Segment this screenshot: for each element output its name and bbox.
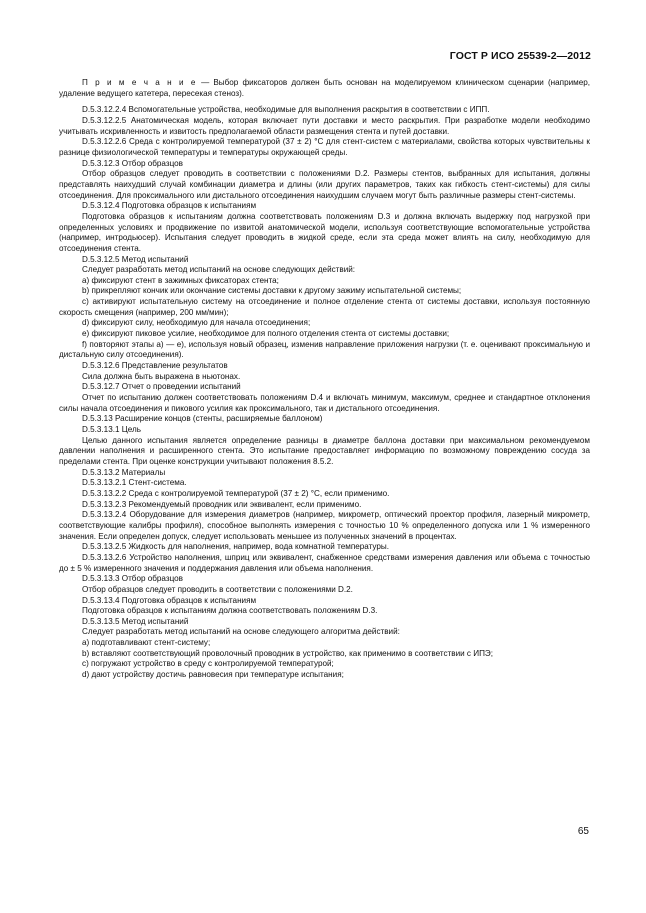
paragraph: Целью данного испытания является определение разницы в диаметре баллона доставки при максимальном рекомендуемом давлении наполнения и расширенного стента. Это испытание предоставляет информацию по возможному повреждению сосуда за пределами стента. При оценке конструкции учитывают положения 8.5.2.	[59, 435, 590, 466]
document-body	[59, 78, 590, 681]
list-item: e) фиксируют пиковое усилие, необходимое для полного отделения стента от системы доставки;	[82, 329, 450, 339]
note-text: — Выбор фиксаторов должен быть основан на моделируемом клиническом сценарии (например, удаление ведущего катетера, пересекая стеноз).	[59, 78, 591, 98]
section-heading: D.5.3.13.2 Материалы	[82, 467, 166, 477]
list-item: c) активируют испытательную систему на отсоединение и полное отделение стента от системы доставки, используя постоянную скорость смещения (например, 200 мм/мин);	[59, 297, 590, 317]
list-item: c) погружают устройство в среду с контролируемой температурой;	[82, 659, 334, 669]
list-item: b) прикрепляют кончик или окончание системы доставки к другому зажиму испытательной системы;	[82, 286, 462, 296]
paragraph: D.5.3.13.2.6 Устройство наполнения, шприц или эквивалент, снабженное средствами измерения давления или объема с точностью до ± 5 % измеренного значения и поддержания давления или объема наполнения.	[59, 552, 590, 573]
paragraph: D.5.3.13.2.1 Стент-система.	[82, 478, 187, 488]
paragraph: Отбор образцов следует проводить в соответствии с положениями D.2. Размеры стентов, выбранных для испытания, должны представлять наихудший случай комбинации диаметра и длины (или других параметров, таких как гибкость стент-системы) для силы отсоединения. Для проксимального или дистального отсоединения наихудшим случаем могут быть различные размеры стент-системы.	[59, 169, 590, 200]
paragraph: Следует разработать метод испытаний на основе следующих действий:	[82, 265, 356, 275]
paragraph: Следует разработать метод испытаний на основе следующего алгоритма действий:	[82, 627, 400, 637]
paragraph: Сила должна быть выражена в ньютонах.	[82, 371, 241, 381]
paragraph: D.5.3.13.2.5 Жидкость для наполнения, например, вода комнатной температуры.	[82, 542, 390, 552]
section-heading: D.5.3.13.1 Цель	[82, 425, 141, 434]
paragraph: D.5.3.12.2.5 Анатомическая модель, которая включает пути доставки и место раскрытия. При разработке модели необходимо учитывать искривленность и извитость предполагаемой области размещения стента и путей доставки.	[59, 115, 590, 136]
note-lead: П р и м е ч а н и е	[82, 78, 197, 87]
paragraph: D.5.3.12.2.4 Вспомогательные устройства, необходимые для выполнения раскрытия в соответствии с ИПП.	[82, 105, 490, 115]
paragraph: Отбор образцов следует проводить в соответствии с положениями D.2.	[82, 584, 353, 594]
list-item: f) повторяют этапы а) — е), используя новый образец, изменив направление приложения нагрузки (т. е. оценивают проксимальную и дистальную силу отсоединения).	[59, 339, 590, 360]
section-heading: D.5.3.12.3 Отбор образцов	[82, 158, 183, 168]
section-heading: D.5.3.13 Расширение концов (стенты, расширяемые баллоном)	[82, 414, 323, 424]
list-item: d) фиксируют силу, необходимую для начала отсоединения;	[82, 318, 311, 328]
paragraph: Отчет по испытанию должен соответствовать положениям D.4 и включать минимум, максимум, среднее и стандартное отклонения силы начала отсоединения и пикового усилия как проксимального, так и дистального отсоединения.	[59, 393, 590, 413]
section-heading: D.5.3.12.4 Подготовка образцов к испытаниям	[82, 201, 257, 211]
list-item: а) фиксируют стент в зажимных фиксаторах стента;	[82, 275, 279, 285]
section-heading: D.5.3.13.3 Отбор образцов	[82, 574, 183, 584]
section-heading: D.5.3.12.5 Метод испытаний	[82, 254, 189, 264]
page-number: 65	[577, 826, 589, 837]
section-heading: D.5.3.12.6 Представление результатов	[82, 361, 228, 371]
note-paragraph	[59, 78, 590, 99]
list-item: а) подготавливают стент-систему;	[82, 638, 211, 648]
section-heading: D.5.3.13.4 Подготовка образцов к испытаниям	[82, 595, 257, 605]
paragraph: Подготовка образцов к испытаниям должна соответствовать положениям D.3.	[82, 606, 378, 616]
paragraph: D.5.3.13.2.4 Оборудование для измерения диаметров (например, микрометр, оптический проектор профиля, лазерный микрометр, соответствующие калибры профиля), способное выполнять измерения с точностью 10 % определенного допуска или 1 % измеренного значения. Если определен допуск, следует использовать меньшее из полученных значений в процентах.	[59, 510, 590, 541]
section-heading: D.5.3.12.7 Отчет о проведении испытаний	[82, 382, 241, 392]
section-heading: D.5.3.13.5 Метод испытаний	[82, 616, 189, 626]
document-code-header: ГОСТ Р ИСО 25539-2—2012	[449, 50, 591, 62]
paragraph: Подготовка образцов к испытаниям должна соответствовать положениям D.3 и должна включать выдержку под нагрузкой при определенных условиях и продвижение по извитой анатомической модели, используя соответствующие вспомогательные устройства (например, интродьюсер). Испытания следует проводить в жидкой среде, если эта среда может влиять на силу, необходимую для отсоединения стента.	[59, 211, 590, 253]
paragraph: D.5.3.12.2.6 Среда с контролируемой температурой (37 ± 2) °С для стент-систем с материалами, свойства которых чувствительны к разнице физиологической температуры и температуры окружающей среды.	[59, 137, 590, 157]
list-item: b) вставляют соответствующий проволочный проводник в устройство, как применимо в соответствии с ИПЭ;	[82, 648, 494, 658]
list-item: d) дают устройству достичь равновесия при температуре испытания;	[82, 670, 344, 680]
paragraph: D.5.3.13.2.3 Рекомендуемый проводник или эквивалент, если применимо.	[82, 499, 362, 509]
paragraph: D.5.3.13.2.2 Среда с контролируемой температурой (37 ± 2) °С, если применимо.	[82, 488, 390, 498]
